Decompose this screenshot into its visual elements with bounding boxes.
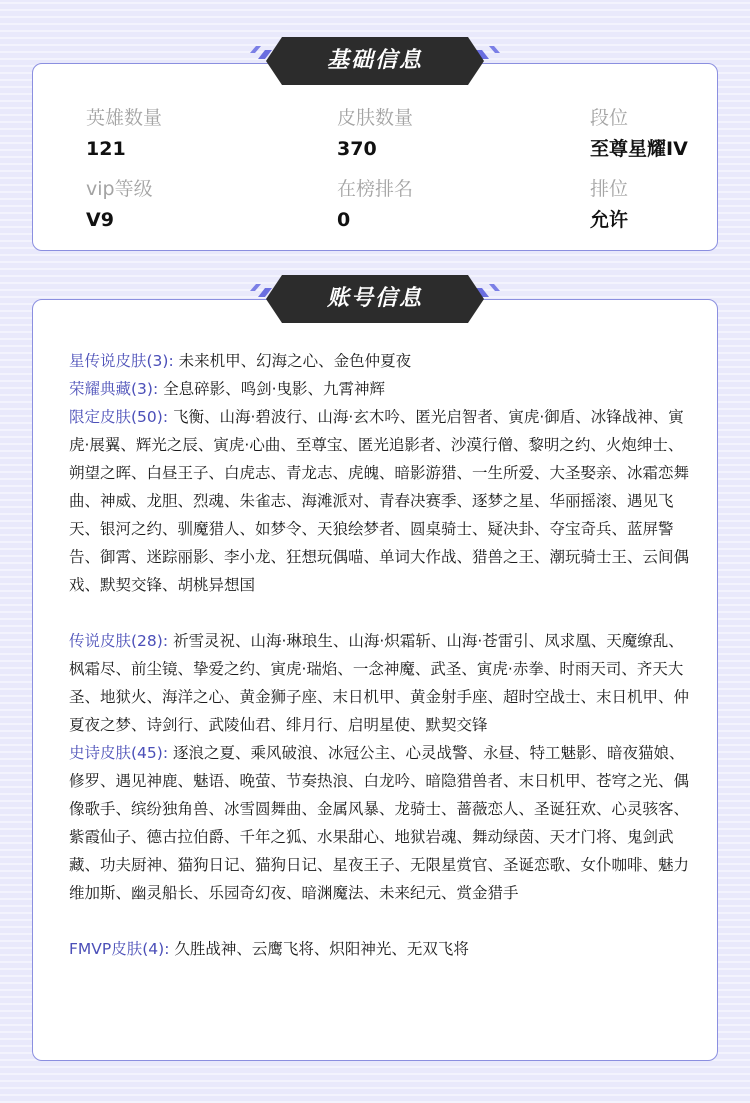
category-label: 史诗皮肤(45): [69,744,169,762]
basic-info-card [32,63,718,251]
stat-vip-level [86,177,153,232]
skin-category-glory-collection [69,375,689,403]
category-label: FMVP皮肤(4): [69,940,170,958]
account-info-banner [250,275,500,325]
basic-info-banner [250,37,500,87]
skin-category-legend [69,627,689,739]
skin-category-limited [69,403,689,599]
category-label: 限定皮肤(50): [69,408,169,426]
stat-rank-tier [590,106,688,161]
stat-hero-count [86,106,162,161]
skin-list [69,347,689,963]
skin-category-fmvp [69,935,689,963]
stat-value: 允许 [590,209,629,231]
stat-label: 在榜排名 [337,178,414,200]
stat-label: 排位 [590,178,629,200]
stat-value: 370 [337,138,377,160]
category-items: 逐浪之夏、乘风破浪、冰冠公主、心灵战警、永昼、特工魅影、暗夜猫娘、修罗、遇见神鹿、魅语、晚萤、节奏热浪、白龙吟、暗隐猎兽者、末日机甲、苍穹之光、偶像歌手、缤纷独角兽、冰雪圆舞曲、金属风暴、龙骑士、蔷薇恋人、圣诞狂欢、心灵骇客、紫霞仙子、德古拉伯爵、千年之狐、水果甜心、地狱岩魂、舞动绿茵、天才门将、鬼剑武藏、功夫厨神、猫狗日记、猫狗日记、星夜王子、无限星赏官、圣诞恋歌、女仆咖啡、魅力维加斯、幽灵船长、乐园奇幻夜、暗渊魔法、未来纪元、赏金猎手 [69,744,690,902]
account-info-title: 账号信息 [326,286,423,311]
stat-value: 0 [337,209,351,231]
category-items: 全息碎影、鸣剑·曳影、九霄神辉 [163,380,386,398]
account-info-card [32,299,718,1061]
category-label: 荣耀典藏(3): [69,380,159,398]
category-items: 飞衡、山海·碧波行、山海·玄木吟、匿光启智者、寅虎·御盾、冰锋战神、寅虎·展翼、辉光之辰、寅虎·心曲、至尊宝、匿光追影者、沙漠行僧、黎明之约、火炮绅士、朔望之晖、白昼王子、白虎志、青龙志、虎魄、暗影游猎、一生所爱、大圣娶亲、冰霜恋舞曲、神威、龙胆、烈魂、朱雀志、海滩派对、青春决赛季、逐梦之星、华丽摇滚、遇见飞天、银河之约、驯魔猎人、如梦令、天狼绘梦者、圆桌骑士、疑决卦、夺宝奇兵、蓝屏警告、御霄、迷踪丽影、李小龙、狂想玩偶喵、单词大作战、猎兽之王、潮玩骑士王、云间偶戏、默契交锋、胡桃异想国 [69,408,690,594]
skin-category-epic [69,739,689,907]
stat-label: 段位 [590,107,629,129]
category-label: 传说皮肤(28): [69,632,169,650]
skin-category-star-legend [69,347,689,375]
stat-skin-count [337,106,413,161]
stat-value: 至尊星耀IV [590,138,688,160]
stat-value: 121 [86,138,126,160]
category-label: 星传说皮肤(3): [69,352,174,370]
category-items: 未来机甲、幻海之心、金色仲夏夜 [178,352,412,370]
category-items: 久胜战神、云鹰飞将、炽阳神光、无双飞将 [174,940,469,958]
stat-label: 皮肤数量 [337,107,414,129]
stat-label: vip等级 [86,178,153,200]
stat-value: V9 [86,209,114,231]
stat-ranked-allowed [590,177,628,232]
stat-leaderboard-rank [337,177,413,232]
basic-info-title: 基础信息 [326,48,423,73]
stat-label: 英雄数量 [86,107,163,129]
category-items: 祈雪灵祝、山海·琳琅生、山海·炽霜斩、山海·苍雷引、凤求凰、天魔缭乱、枫霜尽、前尘镜、挚爱之约、寅虎·瑞焰、一念神魔、武圣、寅虎·赤拳、时雨天司、齐天大圣、地狱火、海洋之心、黄金狮子座、末日机甲、黄金射手座、超时空战士、末日机甲、仲夏夜之梦、诗剑行、武陵仙君、绯月行、启明星使、默契交锋 [69,632,690,734]
